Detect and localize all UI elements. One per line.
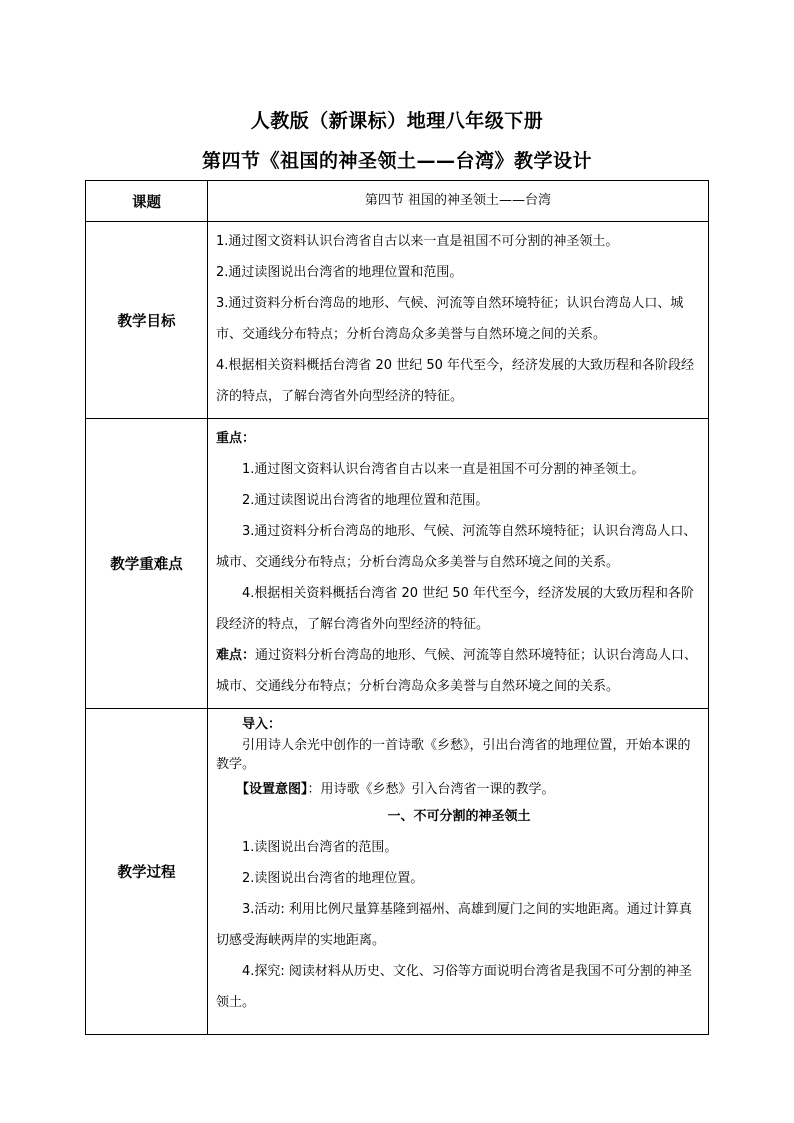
difficulty-heading: 难点：: [216, 648, 256, 663]
process-step: 4.探究: 阅读材料从历史、文化、习俗等方面说明台湾省是我国不可分割的神圣领土。: [216, 964, 692, 1010]
document-title: 人教版（新课标）地理八年级下册: [250, 110, 544, 132]
intro-text: 引用诗人余光中创作的一首诗歌《乡愁》，引出台湾省的地理位置，开始本课的教学。: [216, 738, 691, 772]
section-title: 一、不可分割的神圣领土: [387, 809, 531, 824]
topic-value: 第四节 祖国的神圣领土——台湾: [208, 181, 709, 222]
lesson-plan-table: [85, 180, 709, 1035]
table-row-goals: [86, 222, 709, 419]
process-step: 2.读图说出台湾省的地理位置。: [242, 871, 424, 886]
difficulty-paragraph: [216, 640, 702, 702]
intent-paragraph: [216, 780, 702, 799]
key-item: 2.通过读图说出台湾省的地理位置和范围。: [242, 493, 489, 508]
goal-item: 4.根据相关资料概括台湾省 20 世纪 50 年代至今，经济发展的大致历程和各阶段经济的特点，了解台湾省外向型经济的特征。: [216, 358, 695, 404]
goal-item: 2.通过读图说出台湾省的地理位置和范围。: [216, 265, 463, 280]
key-item: 4.根据相关资料概括台湾省 20 世纪 50 年代至今，经济发展的大致历程和各阶段经济的特点，了解台湾省外向型经济的特征。: [216, 586, 695, 632]
document-subtitle: 第四节《祖国的神圣领土——台湾》教学设计: [201, 150, 592, 172]
intro-heading: 导入：: [242, 717, 282, 732]
intent-text: ：用诗歌《乡愁》引入台湾省一课的教学。: [307, 782, 555, 797]
goals-content: [208, 222, 709, 419]
process-step: 3.活动: 利用比例尺量算基隆到福州、高雄到厦门之间的实地距离。通过计算真切感受海峡两岸的实地距离。: [216, 902, 692, 948]
key-heading: 重点：: [216, 431, 256, 446]
intent-heading: 【设置意图】: [236, 782, 308, 797]
goal-item: 1.通过图文资料认识台湾省自古以来一直是祖国不可分割的神圣领土。: [216, 234, 619, 249]
difficulty-text: 通过资料分析台湾岛的地形、气候、河流等自然环境特征；认识台湾岛人口、城市、交通线分布特点；分析台湾岛众多美誉与自然环境之间的关系。: [216, 648, 698, 694]
goal-item: 3.通过资料分析台湾岛的地形、气候、河流等自然环境特征；认识台湾岛人口、城市、交通线分布特点；分析台湾岛众多美誉与自然环境之间的关系。: [216, 296, 684, 342]
table-row-key-points: [86, 419, 709, 709]
key-item: 3.通过资料分析台湾岛的地形、气候、河流等自然环境特征；认识台湾岛人口、城市、交通线分布特点；分析台湾岛众多美誉与自然环境之间的关系。: [216, 524, 697, 570]
process-label: 教学过程: [86, 709, 208, 1035]
process-content: [208, 709, 709, 1035]
process-step: 1.读图说出台湾省的范围。: [242, 840, 398, 855]
table-row-process: [86, 709, 709, 1035]
key-points-content: [208, 419, 709, 709]
goals-label: 教学目标: [86, 222, 208, 419]
topic-label: 课题: [86, 181, 208, 222]
table-row-topic: [86, 181, 709, 222]
key-points-label: 教学重难点: [86, 419, 208, 709]
key-item: 1.通过图文资料认识台湾省自古以来一直是祖国不可分割的神圣领土。: [242, 462, 645, 477]
